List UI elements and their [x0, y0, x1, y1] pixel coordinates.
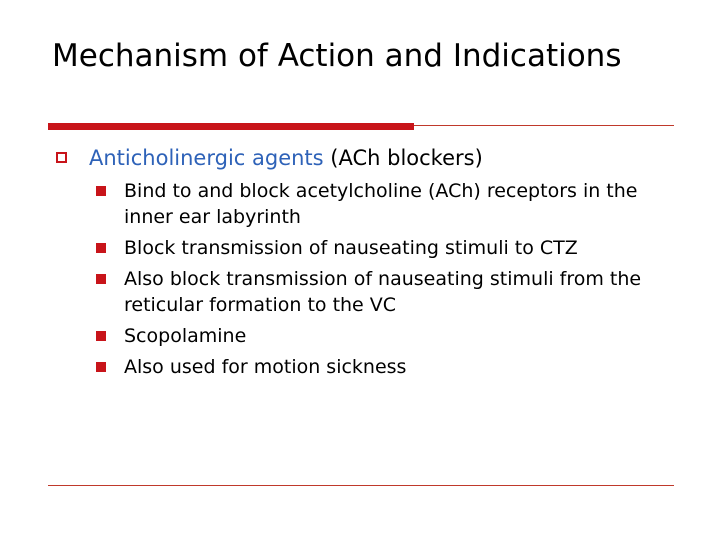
solid-square-bullet-icon: [96, 243, 106, 253]
sub-bullet-item: [96, 354, 686, 380]
footer-divider-line: [48, 485, 674, 486]
sub-bullet-item: [96, 235, 686, 261]
main-bullet-text: [89, 143, 483, 173]
sub-bullet-text: Also used for motion sickness: [124, 356, 407, 378]
main-bullet-term: Anticholinergic agents: [89, 146, 324, 170]
sub-bullet-item: [96, 266, 686, 318]
solid-square-bullet-icon: [96, 186, 106, 196]
solid-square-bullet-icon: [96, 362, 106, 372]
slide-title: Mechanism of Action and Indications: [52, 38, 622, 74]
main-bullet-detail: (ACh blockers): [323, 146, 483, 170]
solid-square-bullet-icon: [96, 331, 106, 341]
title-accent-bar: [48, 123, 414, 130]
sub-bullet-text: Also block transmission of nauseating stimuli from the reticular formation to the VC: [124, 268, 642, 316]
sub-bullet-list: [96, 178, 686, 385]
sub-bullet-text: Block transmission of nauseating stimuli to CTZ: [124, 237, 578, 259]
sub-bullet-text: Scopolamine: [124, 325, 247, 347]
hollow-square-bullet-icon: [56, 152, 67, 163]
sub-bullet-item: [96, 178, 686, 230]
solid-square-bullet-icon: [96, 274, 106, 284]
sub-bullet-item: [96, 323, 686, 349]
sub-bullet-text: Bind to and block acetylcholine (ACh) receptors in the inner ear labyrinth: [124, 180, 638, 228]
